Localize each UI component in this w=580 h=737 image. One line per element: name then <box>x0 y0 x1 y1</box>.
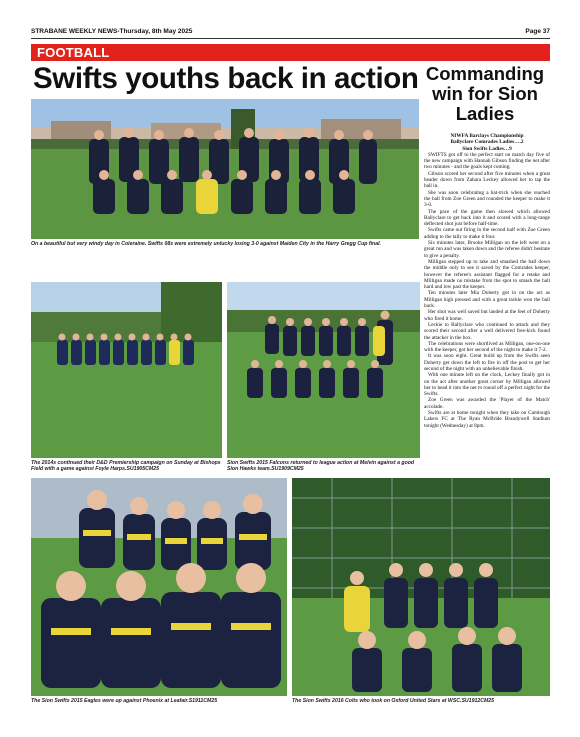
u14s-caption: The 2014s continued their D&D Premiership campaign on Sunday at Bishops Field with a game against Foyle Harps.SU1905CM25 <box>31 460 221 473</box>
article-subheading-3: Sion Swifts Ladies…9 <box>462 145 512 152</box>
article-paragraph: Swifts are at home tonight when they take on Camlough Lakers FC at The Ryan McBride Brandywell Stadium tonight (Wednesday) at 8pm. <box>424 410 550 429</box>
side-article-body <box>424 133 550 429</box>
section-banner <box>31 44 550 61</box>
publication-date: STRABANE WEEKLY NEWS-Thursday, 8th May 2025 <box>31 28 193 35</box>
main-team-photo <box>31 99 419 239</box>
article-paragraph: Her shot was well saved but landed at the feet of Doherty who fired it home. <box>424 309 550 322</box>
u14s-team-photo <box>31 282 222 458</box>
main-photo-caption: On a beautiful but very windy day in Coleraine. Swifts 08s were extremely unlucky losing 3-0 against Maiden City in the Harry Gregg Cup final. <box>31 241 381 247</box>
article-paragraph: She was soon celebrating a hat-trick when she reached the ball from Zoe Green and rounded the keeper to make it 3-0. <box>424 189 550 209</box>
article-paragraph: Swifts came out firing in the second half with Zoe Green adding to the tally to make it four. <box>424 227 550 240</box>
colts-caption: The Sion Swifts 2016 Colts who took on Oxford United Stars at WSC.SU1912CM25 <box>292 698 495 704</box>
section-label: FOOTBALL <box>37 45 110 60</box>
header-rule <box>31 38 550 39</box>
article-paragraph: SWIFTS got off to the perfect start on match day five of the new campaign with Hannah Gibson finding the net after two minutes - and the goals kept coming. <box>424 151 550 171</box>
article-subheading-1: NIWFA Barclays Championship <box>450 133 524 139</box>
page-number: Page 37 <box>525 28 550 35</box>
page-header <box>31 26 550 38</box>
main-headline: Swifts youths back in action <box>33 62 419 95</box>
article-paragraph: Six minutes later, Brooke Milligan on the left went on a great run and was taken down and the referee didn't hesitate to give a penalty. <box>424 240 550 259</box>
eagles-caption: The Sion Swifts 2015 Eagles were up against Phoenix at Leafair.S1911CM25 <box>31 698 218 704</box>
article-paragraph: Ten minutes later Mia Doherty got in on the act as Milligan high pressed and with a great tackle won the ball back. <box>424 290 550 310</box>
falcons-team-photo <box>227 282 420 458</box>
article-paragraph: The celebrations were shortlived as Milligan, one-on-one with the keeper, got her second of the night to make it 7-2. <box>424 340 550 354</box>
falcons-caption: Sion Swifts 2015 Falcons returned to league action at Melvin against a good Sion Hawks team.SU1909CM25 <box>227 460 415 473</box>
eagles-team-photo <box>31 478 287 696</box>
article-paragraph: Gibson scored her second after five minutes when a great header down from Zahara Leckey allowed her to tap the ball in. <box>424 170 550 190</box>
colts-team-photo <box>292 478 550 696</box>
side-article-title: Commanding win for Sion Ladies <box>425 63 545 124</box>
article-paragraph: It was soon eight. Great build up from the Swifts seen Doherty get down the left to fire in off the post to get her second of the night with an unbelievable finish. <box>424 353 550 372</box>
article-paragraph: Milligan stepped up to take and smashed the ball down the middle only to see it saved by the Comrades keeper, however the referee's assistant flagged for a retake and Milligan made no mistake from the spot to smash the ball hard and low past the keeper. <box>424 258 550 291</box>
article-paragraph: Zoe Green was awarded the 'Player of the Match' accolade. <box>424 397 550 410</box>
article-subheading-2: Ballyclare Comrades Ladies….2 <box>450 139 524 146</box>
article-paragraph: Leckie to Ballyclare who continued to attack and they scored their second after a well delivered free-kick found the attacker in the box. <box>424 321 550 341</box>
article-paragraph: With one minute left on the clock, Leckey finally got in on the act after another great corner by Milligan allowed her to head it into the net to round off a perfect night for the Swifts. <box>424 372 550 398</box>
article-paragraph: The pace of the game then slowed which allowed Ballyclare to get back into it and scored with a long-range deflected shot just before half-time. <box>424 208 550 228</box>
